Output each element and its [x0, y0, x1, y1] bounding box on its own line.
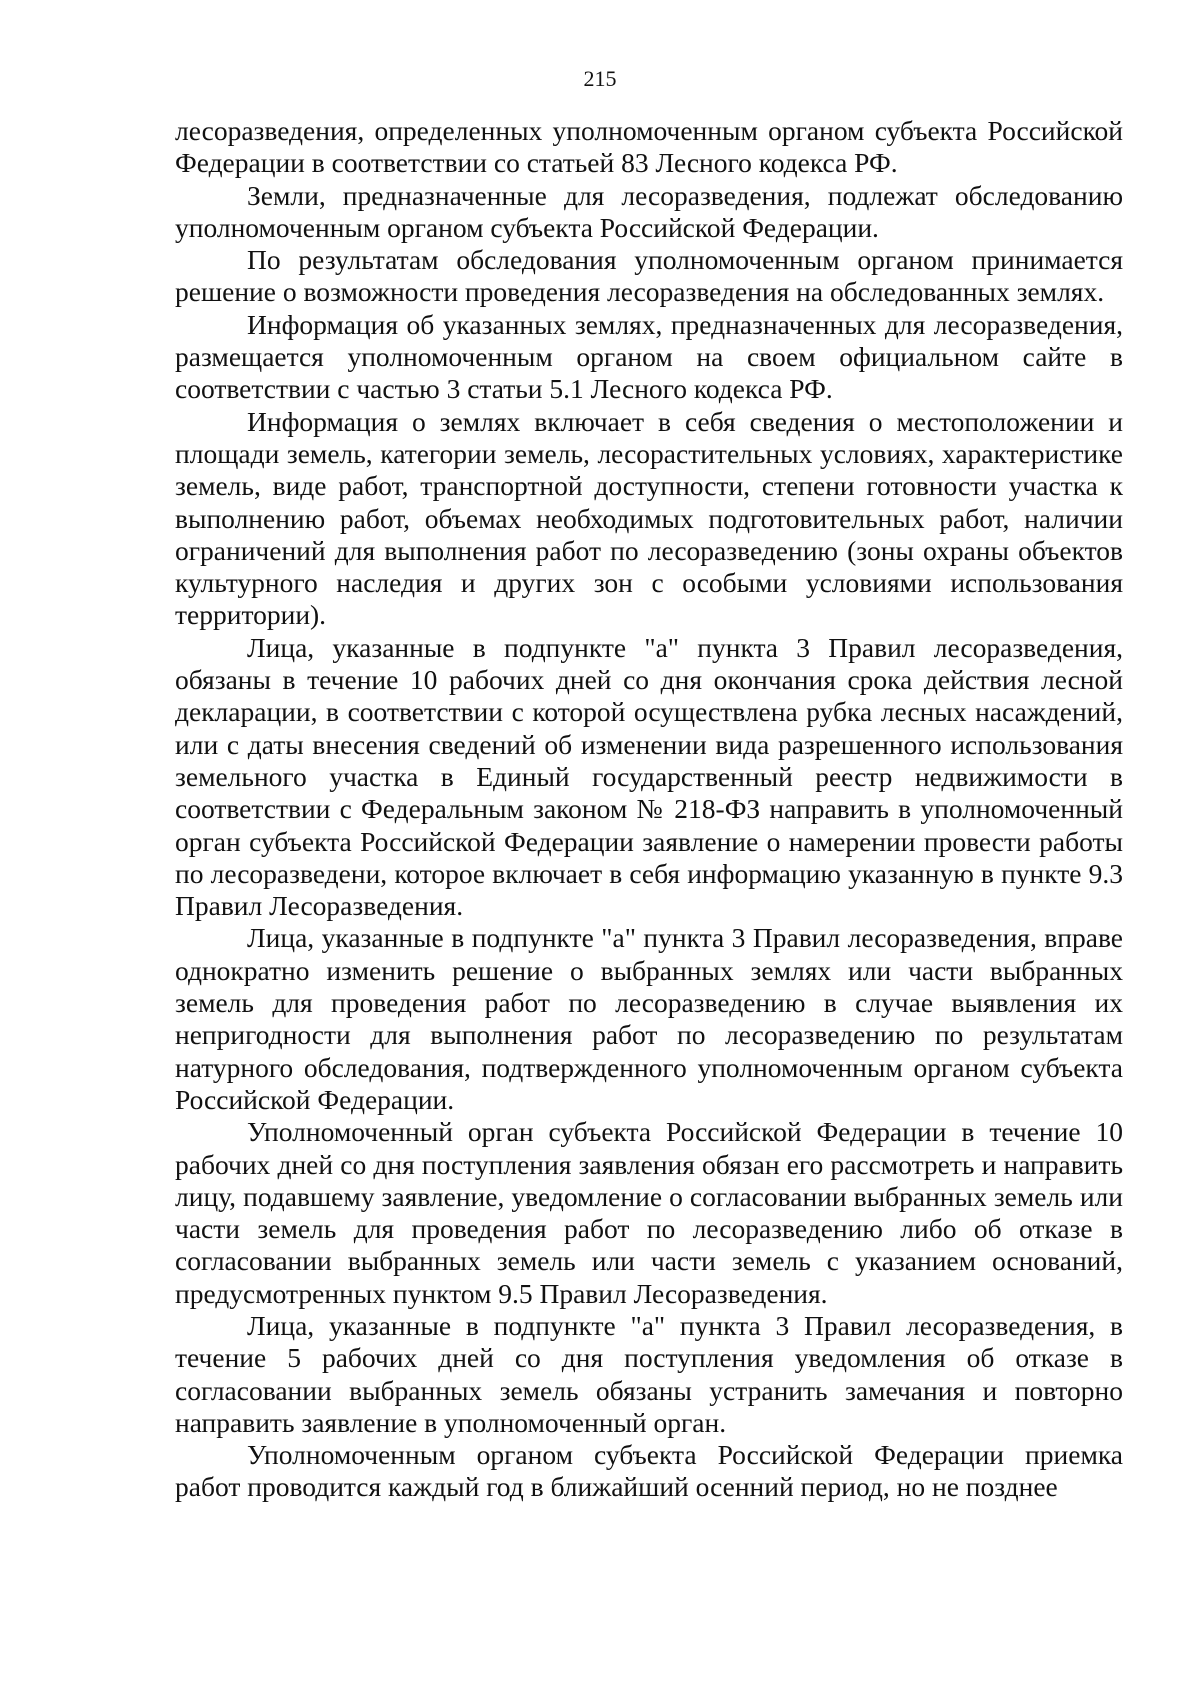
- paragraph: По результатам обследования уполномоченным органом принимается решение о возможности проведения лесоразведения на обследованных землях.: [175, 244, 1123, 308]
- paragraph: Информация об указанных землях, предназначенных для лесоразведения, размещается уполномоченным органом на своем официальном сайте в соответствии с частью 3 статьи 5.1 Лесного кодекса РФ.: [175, 308, 1123, 405]
- paragraph: Уполномоченный орган субъекта Российской Федерации в течение 10 рабочих дней со дня поступления заявления обязан его рассмотреть и направить лицу, подавшему заявление, уведомление о согласовании выбранных земель или части земель для проведения работ по лесоразведению либо об отказе в согласовании выбранных земель или части земель с указанием оснований, предусмотренных пунктом 9.5 Правил Лесоразведения.: [175, 1116, 1123, 1309]
- paragraph: Лица, указанные в подпункте "а" пункта 3 Правил лесоразведения, обязаны в течение 10 рабочих дней со дня окончания срока действия лесной декларации, в соответствии с которой осуществлена рубка лесных насаждений, или с даты внесения сведений об изменении вида разрешенного использования земельного участка в Единый государственный реестр недвижимости в соответствии с Федеральным законом № 218-ФЗ направить в уполномоченный орган субъекта Российской Федерации заявление о намерении провести работы по лесоразведени, которое включает в себя информацию указанную в пункте 9.3 Правил Лесоразведения.: [175, 631, 1123, 922]
- paragraph: Информация о землях включает в себя сведения о местоположении и площади земель, категории земель, лесорастительных условиях, характеристике земель, виде работ, транспортной доступности, степени готовности участка к выполнению работ, объемах необходимых подготовительных работ, наличии ограничений для выполнения работ по лесоразведению (зоны охраны объектов культурного наследия и других зон с особыми условиями использования территории).: [175, 405, 1123, 631]
- document-body: [175, 115, 1123, 1504]
- page-number: 215: [583, 66, 617, 91]
- paragraph-continuation: лесоразведения, определенных уполномоченным органом субъекта Российской Федерации в соответствии со статьей 83 Лесного кодекса РФ.: [175, 115, 1123, 179]
- paragraph: Уполномоченным органом субъекта Российской Федерации приемка работ проводится каждый год в ближайший осенний период, но не позднее: [175, 1439, 1123, 1503]
- paragraph: Земли, предназначенные для лесоразведения, подлежат обследованию уполномоченным органом субъекта Российской Федерации.: [175, 179, 1123, 243]
- paragraph: Лица, указанные в подпункте "а" пункта 3 Правил лесоразведения, вправе однократно изменить решение о выбранных землях или части выбранных земель для проведения работ по лесоразведению в случае выявления их непригодности для выполнения работ по лесоразведению по результатам натурного обследования, подтвержденного уполномоченным органом субъекта Российской Федерации.: [175, 922, 1123, 1115]
- paragraph: Лица, указанные в подпункте "а" пункта 3 Правил лесоразведения, в течение 5 рабочих дней со дня поступления уведомления об отказе в согласовании выбранных земель обязаны устранить замечания и повторно направить заявление в уполномоченный орган.: [175, 1309, 1123, 1438]
